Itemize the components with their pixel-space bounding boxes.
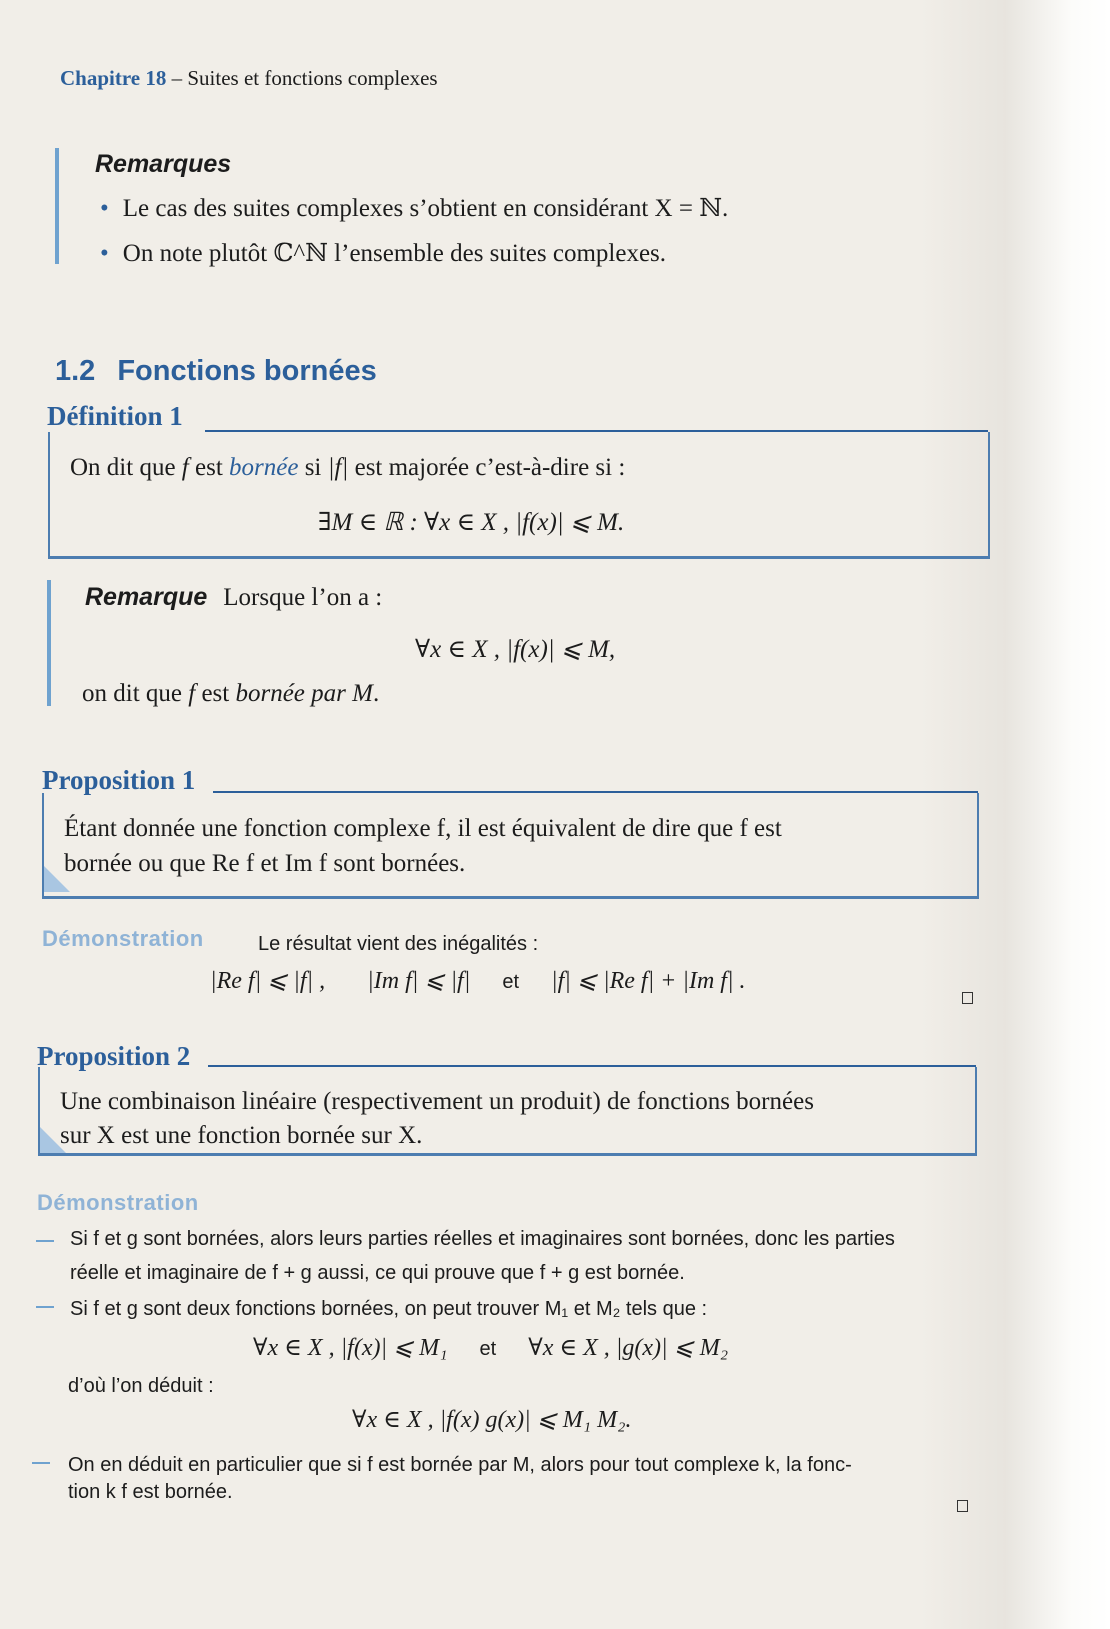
definition-text	[70, 451, 625, 485]
demo2-bound-f: ∀x ∈ X , |f(x)| ⩽ M₁	[253, 1335, 448, 1361]
demo2-item2-line1: Si f et g sont deux fonctions bornées, on peut trouver M₁ et M₂ tels que :	[70, 1298, 708, 1320]
definition-abs-f: |f|	[327, 454, 349, 481]
demo2-title: Démonstration	[37, 1190, 199, 1215]
demo2-item2-formula	[253, 1333, 728, 1362]
remarque-intro: Lorsque l’on a :	[223, 584, 383, 611]
chapter-number: Chapitre 18	[60, 66, 167, 90]
definition-formula: ∃M ∈ ℝ : ∀x ∈ X , |f(x)| ⩽ M.	[318, 509, 625, 536]
remarques-item	[100, 193, 728, 223]
remarque-conclusion	[82, 680, 379, 708]
qed-square-icon	[962, 992, 973, 1004]
remarque-term: bornée par M	[235, 680, 373, 707]
definition-term: bornée	[229, 454, 299, 481]
remarques-item	[100, 238, 666, 268]
demo1-title: Démonstration	[42, 926, 204, 951]
remarque-text-part: .	[372, 680, 380, 707]
qed-square-icon	[957, 1500, 968, 1512]
remarque-text-part: on dit que	[82, 680, 189, 707]
demo1-ineq-1: |Re f| ⩽ |f| ,	[210, 968, 326, 994]
remarques-item-text: Le cas des suites complexes s’obtient en considérant X = ℕ.	[122, 195, 729, 222]
demo2-et: et	[479, 1338, 497, 1360]
proposition2-line1: Une combinaison linéaire (respectivement un produit) de fonctions bornées	[60, 1088, 814, 1115]
proposition2-line2: sur X est une fonction bornée sur X.	[60, 1122, 423, 1149]
proposition1-label: Proposition 1	[42, 765, 203, 796]
demo1-ineq-3: |f| ⩽ |Re f| + |Im f| .	[551, 968, 746, 994]
definition-text-part: si	[298, 454, 328, 481]
arrow-bullet-icon	[36, 1306, 54, 1308]
arrow-bullet-icon	[36, 1240, 54, 1242]
remarque-var-f: f	[188, 680, 196, 707]
chapter-title: Suites et fonctions complexes	[187, 66, 438, 90]
demo1-et: et	[502, 971, 520, 993]
demo2-item1-line2: réelle et imaginaire de f + g aussi, ce qui prouve que f + g est bornée.	[70, 1262, 685, 1284]
remarque-formula: ∀x ∈ X , |f(x)| ⩽ M,	[415, 636, 616, 663]
definition-text-part: On dit que	[70, 454, 182, 481]
demo1-formula	[210, 966, 746, 995]
bullet-icon: •	[100, 195, 109, 222]
demo2-item2-deduce: d’où l’on déduit :	[68, 1375, 214, 1397]
remarques-title: Remarques	[95, 150, 232, 178]
definition-var-f: f	[181, 454, 189, 481]
demo1-text: Le résultat vient des inégalités :	[258, 933, 539, 955]
section-title	[55, 355, 377, 388]
proposition1-box	[42, 793, 979, 899]
remarque-title: Remarque	[85, 583, 208, 611]
remarque-bar	[47, 580, 51, 706]
demo2-item2-formula2: ∀x ∈ X , |f(x) g(x)| ⩽ M₁ M₂.	[352, 1407, 632, 1433]
demo2-item1-line1: Si f et g sont bornées, alors leurs parties réelles et imaginaires sont bornées, donc les parties	[70, 1228, 895, 1250]
remarques-item-text: On note plutôt ℂ^ℕ l’ensemble des suites complexes.	[122, 240, 667, 267]
header-separator: –	[166, 66, 188, 90]
bullet-icon: •	[100, 240, 109, 267]
remarque-line	[85, 583, 382, 612]
remarque-text-part: est	[195, 680, 236, 707]
demo2-item3-line2: tion k f est bornée.	[68, 1481, 233, 1503]
section-heading: Fonctions bornées	[117, 355, 377, 387]
section-number: 1.2	[55, 355, 96, 387]
proposition1-line1: Étant donnée une fonction complexe f, il est équivalent de dire que f est	[64, 815, 782, 842]
definition-text-part: est majorée c’est-à-dire si :	[348, 454, 626, 481]
demo2-item3-line1: On en déduit en particulier que si f est bornée par M, alors pour tout complexe k, la fonc-	[68, 1454, 852, 1476]
remarques-bar	[55, 148, 59, 264]
demo1-ineq-2: |Im f| ⩽ |f|	[367, 968, 471, 994]
proposition2-label: Proposition 2	[37, 1041, 198, 1072]
arrow-bullet-icon	[32, 1462, 50, 1464]
definition-text-part: est	[188, 454, 230, 481]
definition-label: Définition 1	[47, 401, 191, 432]
proposition1-line2: bornée ou que Re f et Im f sont bornées.	[64, 850, 466, 877]
running-header	[60, 66, 438, 91]
demo2-bound-g: ∀x ∈ X , |g(x)| ⩽ M₂	[528, 1335, 729, 1361]
